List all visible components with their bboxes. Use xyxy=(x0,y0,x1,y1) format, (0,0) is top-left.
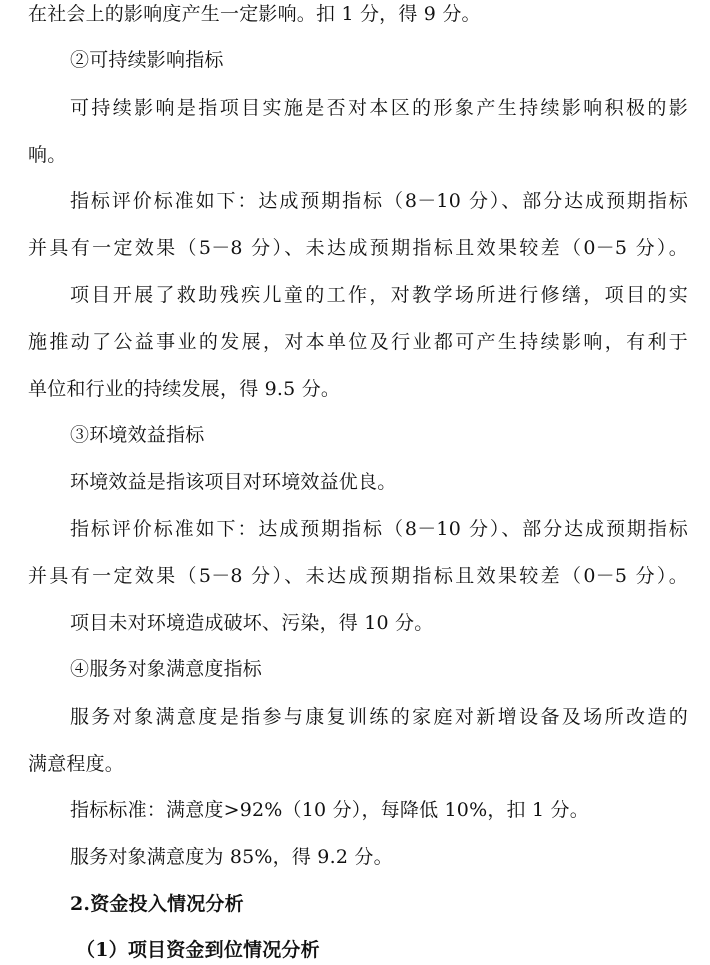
paragraph-line-6: 并具有一定效果（5－8 分）、未达成预期指标且效果较差（0－5 分）。 xyxy=(28,237,688,259)
paragraph-line-8: 施推动了公益事业的发展，对本单位及行业都可产生持续影响，有利于 xyxy=(28,331,688,353)
paragraph-line-17: 满意程度。 xyxy=(28,753,125,775)
section-subheading-funding-arrival: （1）项目资金到位情况分析 xyxy=(76,939,320,961)
paragraph-line-5: 指标评价标准如下：达成预期指标（8－10 分）、部分达成预期指标 xyxy=(70,190,688,212)
paragraph-line-16: 服务对象满意度是指参与康复训练的家庭对新增设备及场所改造的 xyxy=(70,706,688,728)
paragraph-line-13: 并具有一定效果（5－8 分）、未达成预期指标且效果较差（0－5 分）。 xyxy=(28,565,688,587)
section-heading-funding: 2.资金投入情况分析 xyxy=(70,893,244,915)
paragraph-line-11: 环境效益是指该项目对环境效益优良。 xyxy=(70,471,397,493)
subheading-environmental-benefit: ③环境效益指标 xyxy=(70,424,205,446)
paragraph-line-12: 指标评价标准如下：达成预期指标（8－10 分）、部分达成预期指标 xyxy=(70,518,688,540)
paragraph-line-3: 可持续影响是指项目实施是否对本区的形象产生持续影响积极的影 xyxy=(70,97,688,119)
paragraph-line-7: 项目开展了救助残疾儿童的工作，对教学场所进行修缮，项目的实 xyxy=(70,284,688,306)
paragraph-line-14: 项目未对环境造成破坏、污染，得 10 分。 xyxy=(70,612,434,634)
subheading-sustainable-impact: ②可持续影响指标 xyxy=(70,49,224,71)
paragraph-line-1: 在社会上的影响度产生一定影响。扣 1 分，得 9 分。 xyxy=(28,3,481,25)
paragraph-line-18: 指标标准：满意度>92%（10 分），每降低 10%，扣 1 分。 xyxy=(70,799,589,821)
paragraph-line-19: 服务对象满意度为 85%，得 9.2 分。 xyxy=(70,846,393,868)
subheading-satisfaction: ④服务对象满意度指标 xyxy=(70,658,263,680)
paragraph-line-9: 单位和行业的持续发展，得 9.5 分。 xyxy=(28,378,341,400)
paragraph-line-4: 响。 xyxy=(28,144,67,166)
